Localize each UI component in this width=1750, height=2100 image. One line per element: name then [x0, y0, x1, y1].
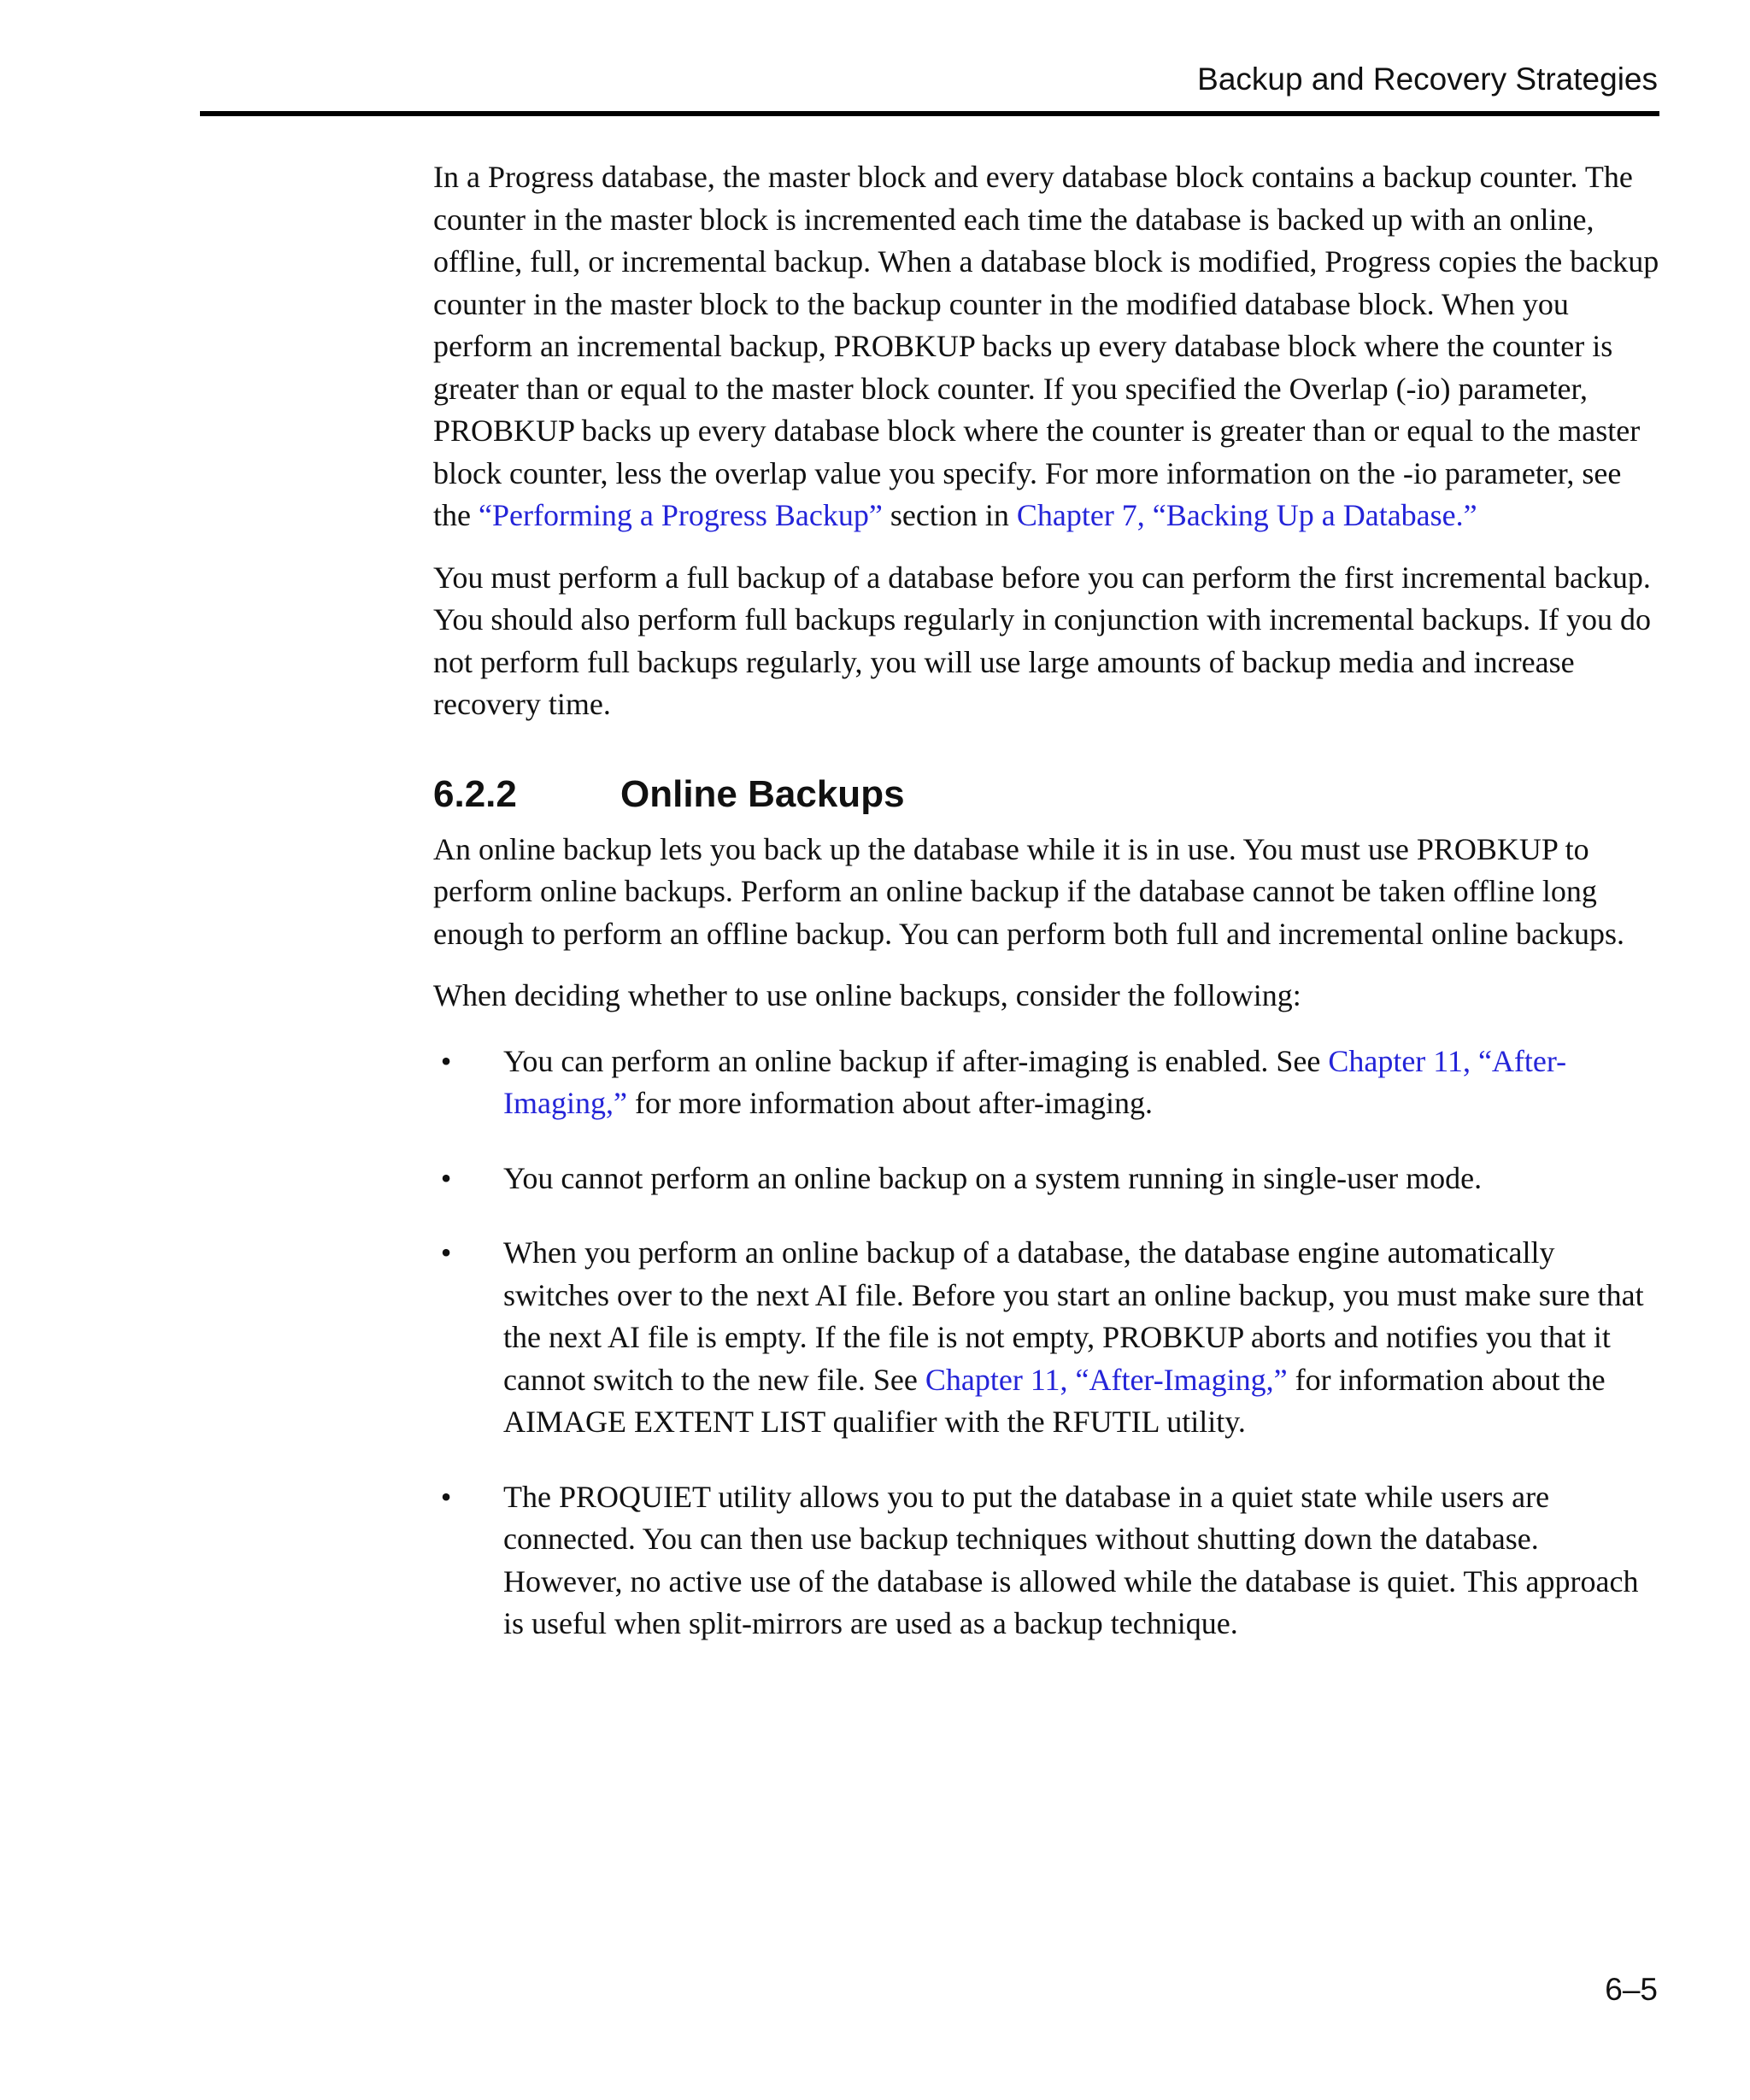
list-item-text: You cannot perform an online backup on a system running in single-user mode.	[503, 1160, 1483, 1195]
list-item-text: The PROQUIET utility allows you to put the database in a quiet state while users are connected. You can then use backup techniques without shutting down the database. However, no active use of the database is allowed while the database is quiet. This approach is useful when split-mirrors are used as a backup technique.	[503, 1479, 1639, 1640]
list-item-text: You can perform an online backup if after-imaging is enabled. See	[503, 1043, 1329, 1078]
link-chapter-11[interactable]: Chapter 11, “After-Imaging,”	[925, 1362, 1288, 1397]
paragraph-online-backup: An online backup lets you back up the database while it is in use. You must use PROBKUP to perform online backups. Perform an online backup if the database cannot be taken offline long enough to perform an offline backup. You can perform both full and incremental online backups.	[433, 831, 1624, 951]
page-number: 6–5	[1605, 1972, 1658, 2007]
list-item-text: for more information about after-imaging.	[626, 1086, 1154, 1120]
section-number: 6.2.2	[433, 772, 517, 815]
bullet-icon: •	[440, 1043, 452, 1078]
paragraph-full-backup: You must perform a full backup of a database before you can perform the first incremental backup. You should also perform full backups regularly in conjunction with incremental backups. If you do not perform full backups regularly, you will use large amounts of backup media and increase recovery time.	[433, 560, 1652, 721]
list-item	[433, 1041, 1664, 1125]
paragraph-text: section in	[882, 498, 1017, 532]
section-title: Online Backups	[620, 772, 905, 815]
bullet-icon: •	[440, 1160, 452, 1195]
paragraph-consider: When deciding whether to use online backups, consider the following:	[433, 978, 1301, 1012]
list-item	[433, 1476, 1664, 1645]
list-item-text: for information about the AIMAGE EXTENT LIST qualifier with the RFUTIL utility.	[503, 1362, 1606, 1439]
header-rule	[200, 111, 1659, 116]
link-chapter-11[interactable]: Chapter 11, “After-Imaging,”	[503, 1043, 1567, 1120]
running-head: Backup and Recovery Strategies	[1197, 62, 1658, 97]
link-chapter-7[interactable]: Chapter 7, “Backing Up a Database.”	[1016, 498, 1477, 532]
bullet-icon: •	[440, 1479, 452, 1514]
bullet-list	[433, 1041, 1664, 1645]
page-body	[433, 156, 1664, 1678]
paragraph-text: In a Progress database, the master block and every database block contains a backup counter. The counter in the master block is incremented each time the database is backed up with an online, offline, full, or incremental backup. When a database block is modified, Progress copies the backup counter in the master block to the backup counter in the modified database block. When you perform an incremental backup, PROBKUP backs up every database block where the counter is greater than or equal to the master block counter. If you specified the Overlap (-io) parameter, PROBKUP backs up every database block where the counter is greater than or equal to the master block counter, less the overlap value you specify. For more information on the -io parameter, see the	[433, 160, 1659, 532]
bullet-icon: •	[440, 1235, 452, 1270]
section-heading	[433, 772, 1664, 829]
paragraph-backup-counter	[433, 156, 1664, 537]
list-item	[433, 1232, 1664, 1444]
link-performing-progress-backup[interactable]: “Performing a Progress Backup”	[478, 498, 883, 532]
list-item	[433, 1158, 1664, 1200]
list-item-text: When you perform an online backup of a database, the database engine automatically switches over to the next AI file. Before you start an online backup, you must make sure that the next AI file is empty. If the file is not empty, PROBKUP aborts and notifies you that it cannot switch to the new file. See	[503, 1235, 1644, 1397]
